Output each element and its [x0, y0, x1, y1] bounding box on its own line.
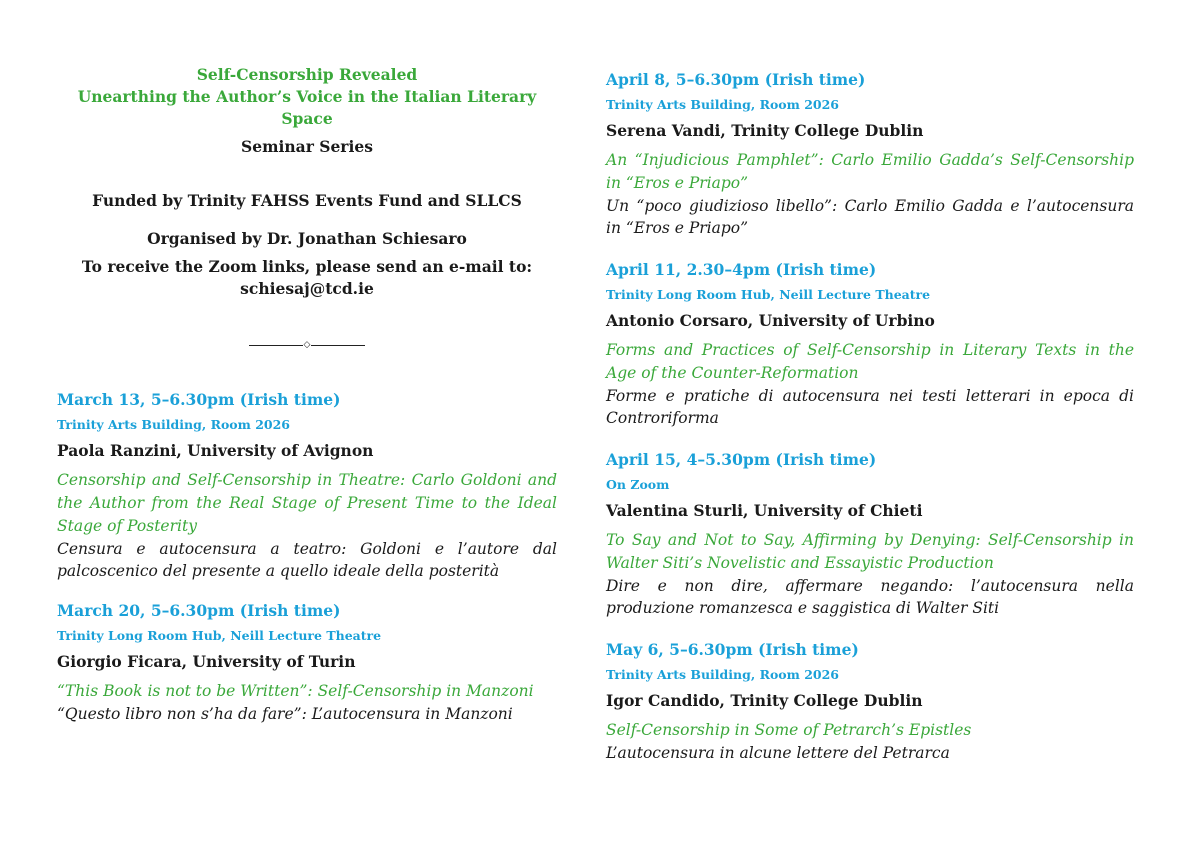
- left-column: [57, 0, 557, 725]
- event-speaker: Antonio Corsaro, University of Urbino: [606, 311, 935, 330]
- event-april-15: [606, 450, 1134, 619]
- event-speaker: Paola Ranzini, University of Avignon: [57, 441, 374, 460]
- event-venue: Trinity Long Room Hub, Neill Lecture Theatre: [606, 287, 931, 302]
- event-date: April 8, 5–6.30pm (Irish time): [606, 70, 866, 89]
- event-speaker: Giorgio Ficara, University of Turin: [57, 652, 356, 671]
- event-title-english: An “Injudicious Pamphlet”: Carlo Emilio Gadda’s Self-Censorship in “Eros e Priapo”: [606, 151, 1134, 192]
- organiser-note: Organised by Dr. Jonathan Schiesaro: [147, 229, 467, 248]
- event-title-english: Forms and Practices of Self-Censorship in Literary Texts in the Age of the Counter-Reformation: [606, 341, 1134, 382]
- event-title-english: Self-Censorship in Some of Petrarch’s Epistles: [606, 721, 972, 739]
- event-venue: On Zoom: [606, 477, 670, 492]
- event-venue: Trinity Arts Building, Room 2026: [57, 417, 291, 432]
- divider-rule-right: [311, 345, 365, 346]
- event-venue: Trinity Arts Building, Room 2026: [606, 667, 840, 682]
- event-march-13: [57, 390, 557, 582]
- event-april-11: [606, 260, 1134, 429]
- event-may-6: [606, 640, 1134, 764]
- event-date: April 15, 4–5.30pm (Irish time): [606, 450, 877, 469]
- event-title-italian: Un “poco giudizioso libello”: Carlo Emilio Gadda e l’autocensura in “Eros e Priapo”: [606, 197, 1134, 237]
- event-venue: Trinity Long Room Hub, Neill Lecture Theatre: [57, 628, 382, 643]
- page-subtitle: Unearthing the Author’s Voice in the Italian Literary Space: [77, 87, 537, 128]
- event-title-english: Censorship and Self-Censorship in Theatre: Carlo Goldoni and the Author from the Real Stage of Present Time to the Ideal Stage of Posterity: [57, 471, 557, 535]
- ornamental-divider: [57, 340, 557, 350]
- event-april-8: [606, 70, 1134, 239]
- event-title-italian: L’autocensura in alcune lettere del Petrarca: [606, 744, 950, 762]
- diamond-icon: ◇: [303, 340, 311, 350]
- event-date: April 11, 2.30–4pm (Irish time): [606, 260, 877, 279]
- header-block: [57, 64, 557, 300]
- event-speaker: Serena Vandi, Trinity College Dublin: [606, 121, 924, 140]
- event-date: May 6, 5–6.30pm (Irish time): [606, 640, 859, 659]
- event-title-english: “This Book is not to be Written”: Self-Censorship in Manzoni: [57, 682, 534, 700]
- event-date: March 20, 5–6.30pm (Irish time): [57, 601, 341, 620]
- event-venue: Trinity Arts Building, Room 2026: [606, 97, 840, 112]
- event-title-english: To Say and Not to Say, Affirming by Denying: Self-Censorship in Walter Siti’s Novelistic and Essayistic Production: [606, 531, 1134, 572]
- event-title-italian: “Questo libro non s’ha da fare”: L’autocensura in Manzoni: [57, 705, 513, 723]
- event-title-italian: Dire e non dire, affermare negando: l’autocensura nella produzione romanzesca e saggistica di Walter Siti: [606, 577, 1134, 617]
- divider-rule-left: [249, 345, 303, 346]
- event-speaker: Valentina Sturli, University of Chieti: [606, 501, 923, 520]
- event-march-20: [57, 601, 557, 725]
- event-title-italian: Censura e autocensura a teatro: Goldoni e l’autore dal palcoscenico del presente a quello ideale della posterità: [57, 540, 557, 580]
- series-label: Seminar Series: [241, 137, 373, 156]
- page-title: Self-Censorship Revealed: [196, 65, 418, 84]
- right-column: [606, 0, 1134, 764]
- zoom-note: To receive the Zoom links, please send an e-mail to:: [81, 257, 533, 276]
- event-speaker: Igor Candido, Trinity College Dublin: [606, 691, 923, 710]
- event-date: March 13, 5–6.30pm (Irish time): [57, 390, 341, 409]
- funding-note: Funded by Trinity FAHSS Events Fund and SLLCS: [92, 191, 522, 210]
- event-title-italian: Forme e pratiche di autocensura nei testi letterari in epoca di Controriforma: [606, 387, 1134, 427]
- contact-email[interactable]: schiesaj@tcd.ie: [240, 279, 374, 298]
